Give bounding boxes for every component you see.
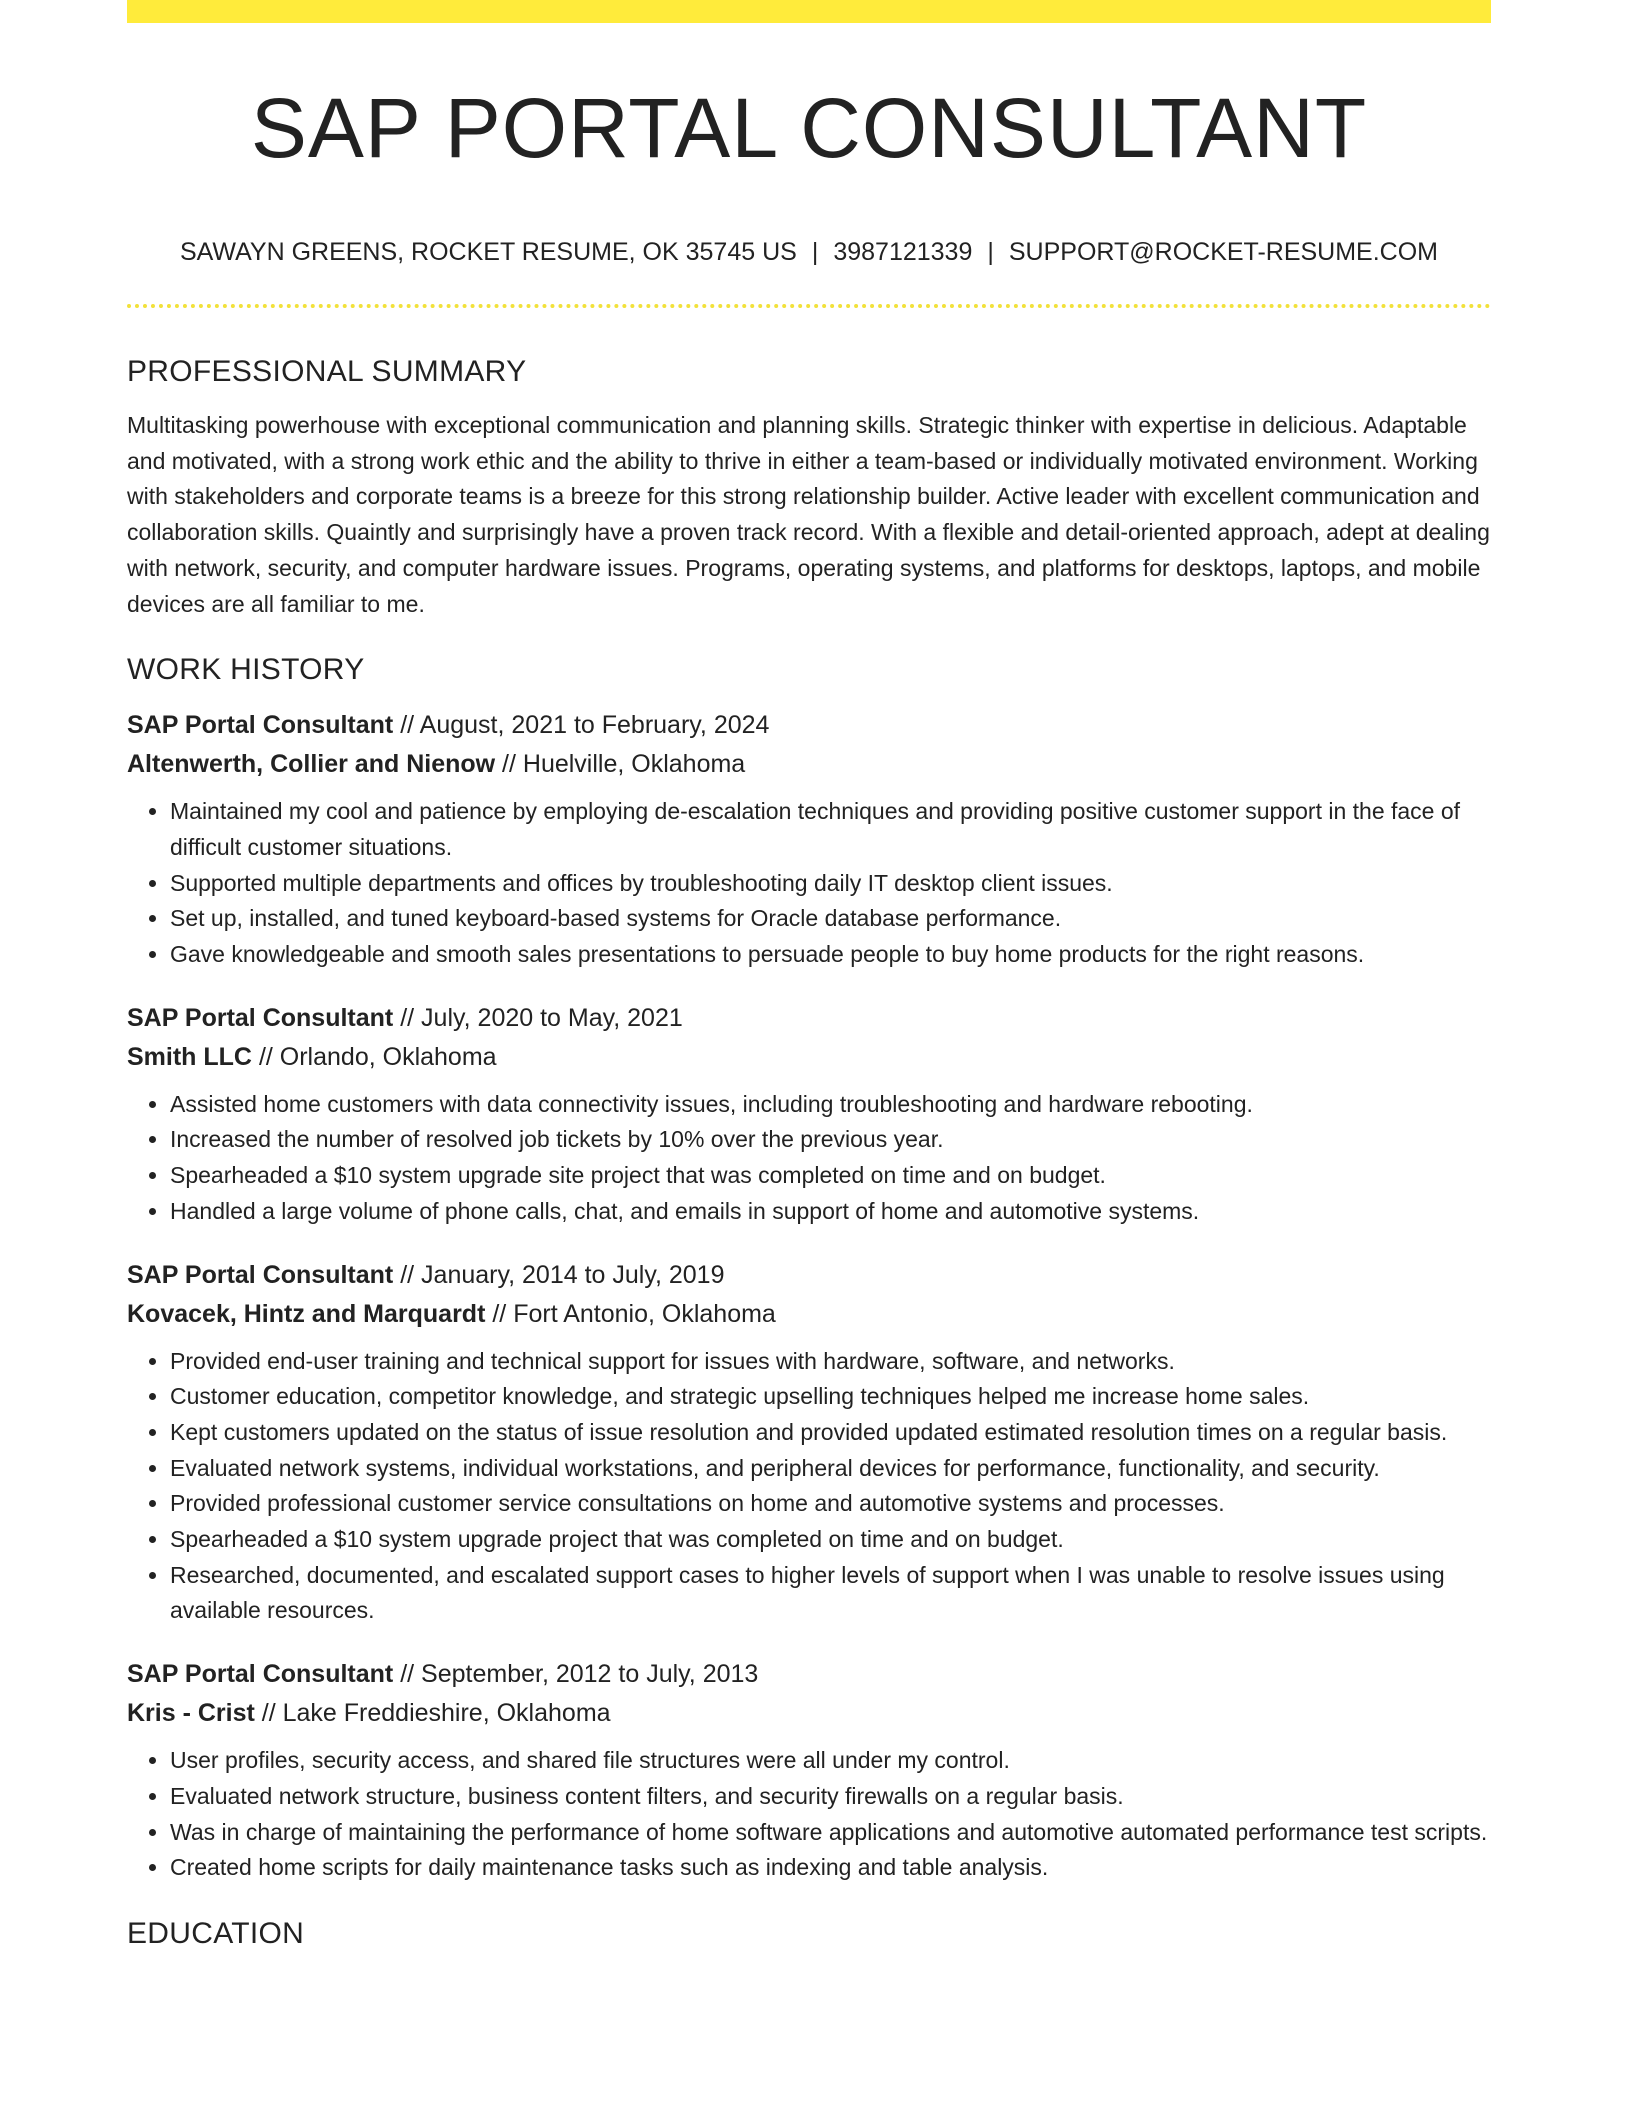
contact-phone: 3987121339 [833, 238, 973, 266]
job-bullet: • Spearheaded a $10 system upgrade project that was completed on time and on budget. [170, 1522, 1491, 1558]
job-bullet: • Kept customers updated on the status of issue resolution and provided updated estimated resolution times on a regular basis. [170, 1415, 1491, 1451]
job-bullet: • Customer education, competitor knowledge, and strategic upselling techniques helped me increase home sales. [170, 1379, 1491, 1415]
job-bullets [127, 1344, 1491, 1630]
contact-separator: | [811, 238, 819, 266]
job-bullet: • Assisted home customers with data connectivity issues, including troubleshooting and hardware rebooting. [170, 1087, 1491, 1123]
work-history-heading: WORK HISTORY [127, 653, 365, 687]
job-location: // Fort Antonio, Oklahoma [492, 1299, 776, 1328]
job-bullet: • Was in charge of maintaining the performance of home software applications and automotive automated performance test scripts. [170, 1815, 1491, 1851]
job-bullet: • Increased the number of resolved job tickets by 10% over the previous year. [170, 1122, 1491, 1158]
job-dates: // January, 2014 to July, 2019 [400, 1260, 725, 1289]
job-bullet: • Maintained my cool and patience by employing de-escalation techniques and providing positive customer support in the face of difficult customer situations. [170, 794, 1491, 865]
job-company: Kris - Crist [127, 1699, 255, 1728]
job-bullet: • Supported multiple departments and offices by troubleshooting daily IT desktop client issues. [170, 866, 1491, 902]
dotted-divider [127, 304, 1491, 308]
education-heading: EDUCATION [127, 1916, 305, 1950]
job-entry [127, 1256, 1491, 1630]
contact-line [127, 235, 1491, 269]
job-bullet: • Evaluated network structure, business content filters, and security firewalls on a regular basis. [170, 1779, 1491, 1815]
job-bullet: • Evaluated network systems, individual workstations, and peripheral devices for performance, functionality, and security. [170, 1451, 1491, 1487]
job-location: // Orlando, Oklahoma [258, 1042, 497, 1071]
job-dates: // September, 2012 to July, 2013 [400, 1660, 759, 1689]
job-bullet: • Created home scripts for daily maintenance tasks such as indexing and table analysis. [170, 1850, 1491, 1886]
job-company-line [127, 1038, 1491, 1077]
resume-content [127, 350, 1491, 1970]
job-company: Altenwerth, Collier and Nienow [127, 750, 496, 779]
job-bullet: • Gave knowledgeable and smooth sales presentations to persuade people to buy home products for the right reasons. [170, 937, 1491, 973]
job-bullet: • Set up, installed, and tuned keyboard-based systems for Oracle database performance. [170, 901, 1491, 937]
job-title-line [127, 1256, 1491, 1295]
job-entry [127, 999, 1491, 1230]
summary-heading: PROFESSIONAL SUMMARY [127, 355, 527, 388]
job-dates: // July, 2020 to May, 2021 [400, 1003, 683, 1032]
job-role: SAP Portal Consultant [127, 1260, 394, 1289]
job-company-line [127, 1295, 1491, 1334]
job-company: Kovacek, Hintz and Marquardt [127, 1299, 486, 1328]
job-bullet: • Researched, documented, and escalated support cases to higher levels of support when I was unable to resolve issues using available resources. [170, 1558, 1491, 1629]
job-company-line [127, 745, 1491, 784]
contact-separator: | [987, 238, 994, 266]
contact-email: SUPPORT@ROCKET-RESUME.COM [1008, 238, 1439, 266]
job-role: SAP Portal Consultant [127, 711, 394, 740]
accent-bar [127, 0, 1491, 23]
job-role: SAP Portal Consultant [127, 1660, 394, 1689]
summary-text: Multitasking powerhouse with exceptional communication and planning skills. Strategic thinker with expertise in delicious. Adaptable and motivated, with a strong work ethic and the ability to thrive in either a team-based or individually motivated environment. Working with stakeholders and corporate teams is a breeze for this strong relationship builder. Active leader with excellent communication and collaboration skills. Quaintly and surprisingly have a proven track record. With a flexible and detail-oriented approach, adept at dealing with network, security, and computer hardware issues. Programs, operating systems, and platforms for desktops, laptops, and mobile devices are all familiar to me. [127, 412, 1490, 617]
job-location: // Lake Freddieshire, Oklahoma [261, 1699, 611, 1728]
contact-address: SAWAYN GREENS, ROCKET RESUME, OK 35745 US [179, 238, 797, 266]
job-bullet: • User profiles, security access, and shared file structures were all under my control. [170, 1743, 1491, 1779]
job-title-line [127, 706, 1491, 745]
job-bullet: • Provided professional customer service consultations on home and automotive systems and processes. [170, 1486, 1491, 1522]
job-bullet: • Provided end-user training and technical support for issues with hardware, software, and networks. [170, 1344, 1491, 1380]
job-bullet: • Spearheaded a $10 system upgrade site project that was completed on time and on budget. [170, 1158, 1491, 1194]
job-location: // Huelville, Oklahoma [502, 750, 746, 779]
job-bullets [127, 1087, 1491, 1230]
job-company: Smith LLC [127, 1042, 252, 1071]
page-title: SAP PORTAL CONSULTANT [250, 81, 1368, 175]
job-role: SAP Portal Consultant [127, 1003, 394, 1032]
job-company-line [127, 1694, 1491, 1733]
job-bullet: • Handled a large volume of phone calls, chat, and emails in support of home and automotive systems. [170, 1194, 1491, 1230]
job-bullets [127, 1743, 1491, 1886]
job-title-line [127, 1655, 1491, 1694]
job-title-line [127, 999, 1491, 1038]
job-entry [127, 1655, 1491, 1886]
job-dates: // August, 2021 to February, 2024 [400, 711, 770, 740]
job-bullets [127, 794, 1491, 973]
job-entry [127, 706, 1491, 973]
